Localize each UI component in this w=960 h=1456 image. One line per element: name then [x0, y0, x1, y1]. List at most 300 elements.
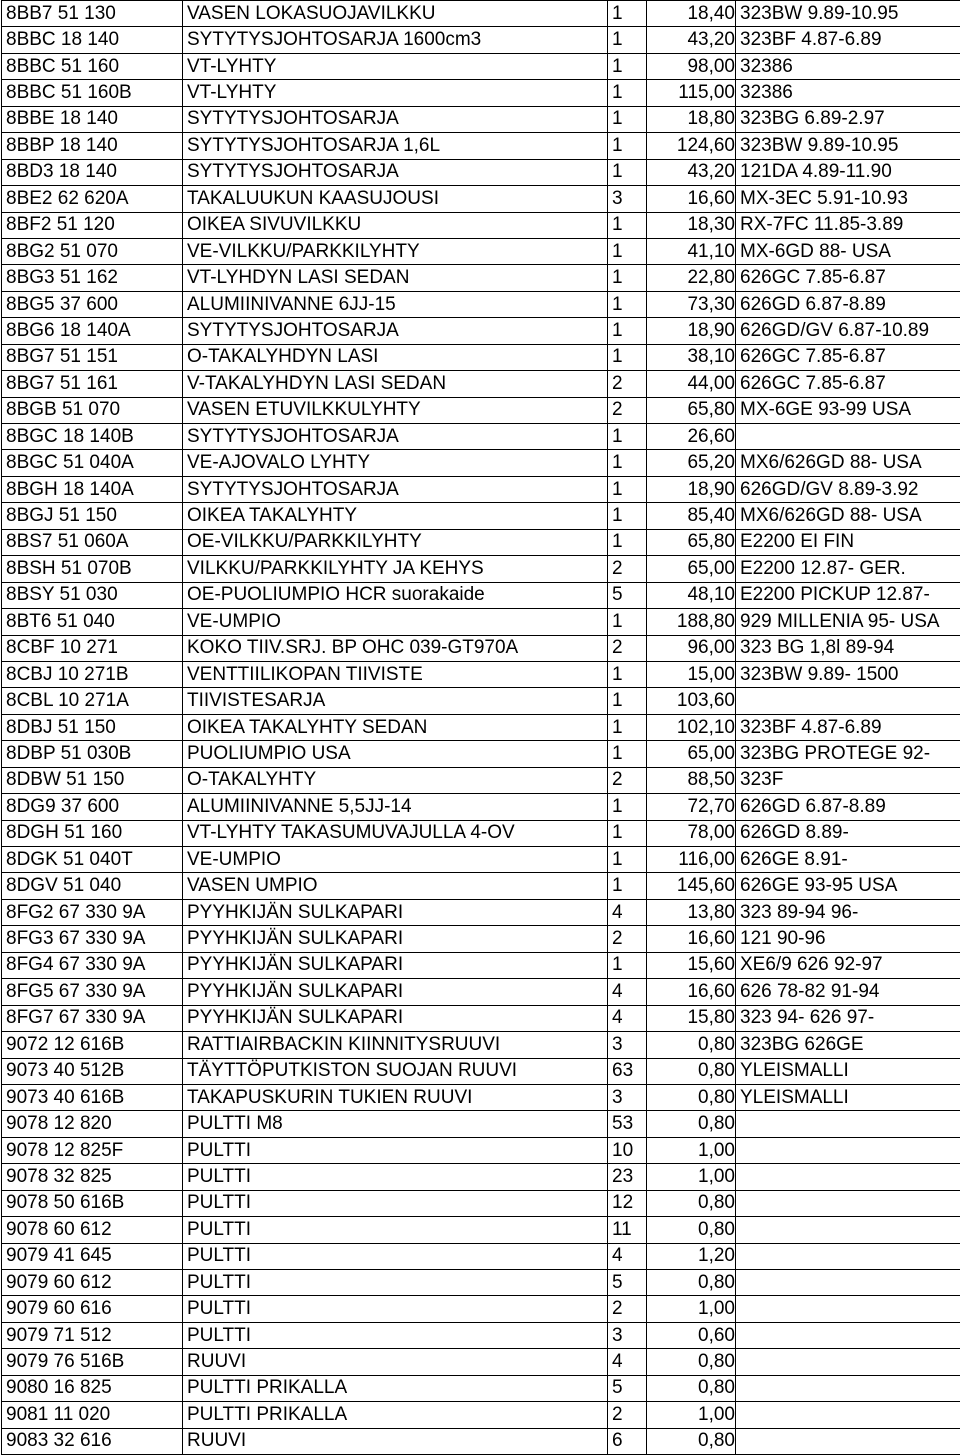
part-code-cell: 9073 40 512B — [2, 1058, 183, 1084]
part-code-cell: 8BG7 51 161 — [2, 371, 183, 397]
part-name-cell: TIIVISTESARJA — [183, 688, 608, 714]
part-code-cell: 9072 12 616B — [2, 1032, 183, 1058]
table-row — [2, 371, 960, 397]
model-cell: 626GD/GV 8.89-3.92 — [736, 476, 960, 502]
quantity-cell: 1 — [608, 291, 647, 317]
table-row — [2, 1111, 960, 1137]
quantity-cell: 2 — [608, 1402, 647, 1428]
price-cell: 0,80 — [647, 1058, 736, 1084]
quantity-cell: 1 — [608, 503, 647, 529]
model-cell — [736, 1375, 960, 1401]
model-cell: E2200 12.87- GER. — [736, 556, 960, 582]
model-cell: 323 BG 1,8l 89-94 — [736, 635, 960, 661]
part-name-cell: OIKEA TAKALYHTY — [183, 503, 608, 529]
part-name-cell: OE-VILKKU/PARKKILYHTY — [183, 529, 608, 555]
model-cell: 323BW 9.89-10.95 — [736, 1, 960, 27]
table-row — [2, 582, 960, 608]
price-cell: 124,60 — [647, 133, 736, 159]
price-cell: 1,00 — [647, 1164, 736, 1190]
model-cell: 626GD/GV 6.87-10.89 — [736, 318, 960, 344]
model-cell — [736, 1164, 960, 1190]
table-row — [2, 159, 960, 185]
price-cell: 26,60 — [647, 424, 736, 450]
model-cell — [736, 1190, 960, 1216]
price-cell: 38,10 — [647, 344, 736, 370]
price-cell: 15,60 — [647, 952, 736, 978]
quantity-cell: 2 — [608, 371, 647, 397]
price-cell: 88,50 — [647, 767, 736, 793]
part-name-cell: SYTYTYSJOHTOSARJA — [183, 106, 608, 132]
model-cell — [736, 1243, 960, 1269]
part-name-cell: PULTTI — [183, 1243, 608, 1269]
price-cell: 18,40 — [647, 1, 736, 27]
table-row — [2, 820, 960, 846]
table-row — [2, 1322, 960, 1348]
price-cell: 48,10 — [647, 582, 736, 608]
quantity-cell: 1 — [608, 529, 647, 555]
quantity-cell: 1 — [608, 1, 647, 27]
part-name-cell: PYYHKIJÄN SULKAPARI — [183, 952, 608, 978]
model-cell — [736, 1111, 960, 1137]
part-code-cell: 9079 76 516B — [2, 1349, 183, 1375]
price-cell: 15,80 — [647, 1005, 736, 1031]
model-cell — [736, 1402, 960, 1428]
price-cell: 98,00 — [647, 53, 736, 79]
price-cell: 16,60 — [647, 926, 736, 952]
part-name-cell: SYTYTYSJOHTOSARJA — [183, 159, 608, 185]
table-row — [2, 688, 960, 714]
part-name-cell: ALUMIINIVANNE 5,5JJ-14 — [183, 794, 608, 820]
quantity-cell: 3 — [608, 1032, 647, 1058]
quantity-cell: 1 — [608, 53, 647, 79]
part-code-cell: 9078 50 616B — [2, 1190, 183, 1216]
part-name-cell: ALUMIINIVANNE 6JJ-15 — [183, 291, 608, 317]
price-cell: 65,80 — [647, 397, 736, 423]
part-code-cell: 9079 71 512 — [2, 1322, 183, 1348]
part-code-cell: 8DBJ 51 150 — [2, 714, 183, 740]
model-cell: 323BF 4.87-6.89 — [736, 714, 960, 740]
quantity-cell: 1 — [608, 159, 647, 185]
quantity-cell: 11 — [608, 1217, 647, 1243]
quantity-cell: 1 — [608, 238, 647, 264]
quantity-cell: 1 — [608, 424, 647, 450]
model-cell: 929 MILLENIA 95- USA — [736, 609, 960, 635]
quantity-cell: 1 — [608, 106, 647, 132]
price-cell: 116,00 — [647, 847, 736, 873]
model-cell: XE6/9 626 92-97 — [736, 952, 960, 978]
part-code-cell: 8BG6 18 140A — [2, 318, 183, 344]
table-row — [2, 1032, 960, 1058]
part-code-cell: 8DGK 51 040T — [2, 847, 183, 873]
quantity-cell: 1 — [608, 265, 647, 291]
table-row — [2, 847, 960, 873]
model-cell: 32386 — [736, 80, 960, 106]
quantity-cell: 53 — [608, 1111, 647, 1137]
model-cell: E2200 PICKUP 12.87- — [736, 582, 960, 608]
part-code-cell: 8BBP 18 140 — [2, 133, 183, 159]
price-cell: 0,80 — [647, 1217, 736, 1243]
quantity-cell: 4 — [608, 1005, 647, 1031]
price-cell: 0,80 — [647, 1032, 736, 1058]
quantity-cell: 1 — [608, 80, 647, 106]
model-cell: MX6/626GD 88- USA — [736, 503, 960, 529]
quantity-cell: 2 — [608, 1296, 647, 1322]
part-code-cell: 8BE2 62 620A — [2, 186, 183, 212]
quantity-cell: 1 — [608, 741, 647, 767]
model-cell: 121DA 4.89-11.90 — [736, 159, 960, 185]
model-cell: MX-6GE 93-99 USA — [736, 397, 960, 423]
part-name-cell: PULTTI — [183, 1270, 608, 1296]
quantity-cell: 2 — [608, 635, 647, 661]
table-row — [2, 1428, 960, 1454]
part-code-cell: 8BGB 51 070 — [2, 397, 183, 423]
table-row — [2, 926, 960, 952]
part-name-cell: V-TAKALYHDYN LASI SEDAN — [183, 371, 608, 397]
quantity-cell: 6 — [608, 1428, 647, 1454]
quantity-cell: 23 — [608, 1164, 647, 1190]
price-cell: 44,00 — [647, 371, 736, 397]
part-code-cell: 9079 41 645 — [2, 1243, 183, 1269]
model-cell: 323BW 9.89-10.95 — [736, 133, 960, 159]
part-name-cell: VASEN LOKASUOJAVILKKU — [183, 1, 608, 27]
price-cell: 22,80 — [647, 265, 736, 291]
price-cell: 0,80 — [647, 1084, 736, 1110]
part-code-cell: 9078 12 820 — [2, 1111, 183, 1137]
part-code-cell: 8BG3 51 162 — [2, 265, 183, 291]
price-cell: 65,20 — [647, 450, 736, 476]
table-row — [2, 609, 960, 635]
part-code-cell: 8DBW 51 150 — [2, 767, 183, 793]
part-code-cell: 8BBC 18 140 — [2, 27, 183, 53]
quantity-cell: 1 — [608, 688, 647, 714]
table-row — [2, 661, 960, 687]
price-cell: 188,80 — [647, 609, 736, 635]
part-code-cell: 8BGJ 51 150 — [2, 503, 183, 529]
part-code-cell: 8BG2 51 070 — [2, 238, 183, 264]
part-name-cell: VT-LYHTY — [183, 53, 608, 79]
part-name-cell: PULTTI — [183, 1190, 608, 1216]
part-name-cell: PYYHKIJÄN SULKAPARI — [183, 1005, 608, 1031]
price-cell: 73,30 — [647, 291, 736, 317]
model-cell — [736, 1137, 960, 1163]
part-name-cell: PYYHKIJÄN SULKAPARI — [183, 899, 608, 925]
price-cell: 0,80 — [647, 1111, 736, 1137]
quantity-cell: 1 — [608, 794, 647, 820]
part-code-cell: 8FG3 67 330 9A — [2, 926, 183, 952]
parts-table-body — [2, 1, 960, 1455]
quantity-cell: 1 — [608, 820, 647, 846]
model-cell — [736, 1349, 960, 1375]
part-name-cell: SYTYTYSJOHTOSARJA — [183, 318, 608, 344]
quantity-cell: 2 — [608, 926, 647, 952]
part-code-cell: 8BF2 51 120 — [2, 212, 183, 238]
part-name-cell: PULTTI — [183, 1164, 608, 1190]
model-cell: 323BF 4.87-6.89 — [736, 27, 960, 53]
part-code-cell: 8BBE 18 140 — [2, 106, 183, 132]
price-cell: 18,80 — [647, 106, 736, 132]
table-row — [2, 1375, 960, 1401]
part-name-cell: PULTTI PRIKALLA — [183, 1375, 608, 1401]
part-name-cell: OE-PUOLIUMPIO HCR suorakaide — [183, 582, 608, 608]
part-name-cell: VENTTIILIKOPAN TIIVISTE — [183, 661, 608, 687]
part-name-cell: PULTTI — [183, 1217, 608, 1243]
price-cell: 0,80 — [647, 1270, 736, 1296]
part-code-cell: 9073 40 616B — [2, 1084, 183, 1110]
quantity-cell: 1 — [608, 609, 647, 635]
part-name-cell: TÄYTTÖPUTKISTON SUOJAN RUUVI — [183, 1058, 608, 1084]
price-cell: 13,80 — [647, 899, 736, 925]
part-code-cell: 8BG5 37 600 — [2, 291, 183, 317]
price-cell: 78,00 — [647, 820, 736, 846]
table-row — [2, 1058, 960, 1084]
table-row — [2, 133, 960, 159]
quantity-cell: 2 — [608, 397, 647, 423]
model-cell: 626 78-82 91-94 — [736, 979, 960, 1005]
table-row — [2, 186, 960, 212]
table-row — [2, 1243, 960, 1269]
part-name-cell: VILKKU/PARKKILYHTY JA KEHYS — [183, 556, 608, 582]
table-row — [2, 1137, 960, 1163]
model-cell: 121 90-96 — [736, 926, 960, 952]
table-row — [2, 238, 960, 264]
part-code-cell: 8DBP 51 030B — [2, 741, 183, 767]
part-name-cell: RATTIAIRBACKIN KIINNITYSRUUVI — [183, 1032, 608, 1058]
quantity-cell: 1 — [608, 212, 647, 238]
part-name-cell: SYTYTYSJOHTOSARJA — [183, 424, 608, 450]
part-code-cell: 8DGV 51 040 — [2, 873, 183, 899]
price-cell: 85,40 — [647, 503, 736, 529]
part-name-cell: PULTTI — [183, 1137, 608, 1163]
part-name-cell: VT-LYHDYN LASI SEDAN — [183, 265, 608, 291]
part-code-cell: 8DG9 37 600 — [2, 794, 183, 820]
table-row — [2, 1349, 960, 1375]
part-code-cell: 8BGC 18 140B — [2, 424, 183, 450]
quantity-cell: 1 — [608, 847, 647, 873]
part-name-cell: VASEN ETUVILKKULYHTY — [183, 397, 608, 423]
quantity-cell: 1 — [608, 318, 647, 344]
part-name-cell: PULTTI — [183, 1296, 608, 1322]
part-code-cell: 8CBL 10 271A — [2, 688, 183, 714]
price-cell: 43,20 — [647, 27, 736, 53]
model-cell — [736, 1322, 960, 1348]
part-name-cell: PUOLIUMPIO USA — [183, 741, 608, 767]
part-code-cell: 8BD3 18 140 — [2, 159, 183, 185]
quantity-cell: 4 — [608, 1243, 647, 1269]
model-cell: 323BG 6.89-2.97 — [736, 106, 960, 132]
table-row — [2, 265, 960, 291]
model-cell: 626GD 6.87-8.89 — [736, 794, 960, 820]
price-cell: 0,80 — [647, 1428, 736, 1454]
price-cell: 1,20 — [647, 1243, 736, 1269]
quantity-cell: 1 — [608, 952, 647, 978]
table-row — [2, 952, 960, 978]
model-cell: YLEISMALLI — [736, 1058, 960, 1084]
table-row — [2, 767, 960, 793]
part-code-cell: 8FG7 67 330 9A — [2, 1005, 183, 1031]
table-row — [2, 476, 960, 502]
table-row — [2, 1296, 960, 1322]
quantity-cell: 5 — [608, 1375, 647, 1401]
price-cell: 72,70 — [647, 794, 736, 820]
part-name-cell: O-TAKALYHTY — [183, 767, 608, 793]
model-cell: RX-7FC 11.85-3.89 — [736, 212, 960, 238]
table-row — [2, 212, 960, 238]
model-cell: MX-3EC 5.91-10.93 — [736, 186, 960, 212]
model-cell: 323BW 9.89- 1500 — [736, 661, 960, 687]
model-cell: 323 94- 626 97- — [736, 1005, 960, 1031]
table-row — [2, 556, 960, 582]
quantity-cell: 63 — [608, 1058, 647, 1084]
table-row — [2, 291, 960, 317]
part-name-cell: VT-LYHTY — [183, 80, 608, 106]
quantity-cell: 1 — [608, 714, 647, 740]
quantity-cell: 5 — [608, 1270, 647, 1296]
part-name-cell: KOKO TIIV.SRJ. BP OHC 039-GT970A — [183, 635, 608, 661]
table-row — [2, 27, 960, 53]
table-row — [2, 397, 960, 423]
price-cell: 103,60 — [647, 688, 736, 714]
part-code-cell: 8BSY 51 030 — [2, 582, 183, 608]
part-name-cell: TAKAPUSKURIN TUKIEN RUUVI — [183, 1084, 608, 1110]
model-cell — [736, 1270, 960, 1296]
part-code-cell: 8DGH 51 160 — [2, 820, 183, 846]
part-code-cell: 8CBJ 10 271B — [2, 661, 183, 687]
table-row — [2, 714, 960, 740]
part-code-cell: 8FG4 67 330 9A — [2, 952, 183, 978]
quantity-cell: 1 — [608, 873, 647, 899]
quantity-cell: 1 — [608, 476, 647, 502]
part-name-cell: VASEN UMPIO — [183, 873, 608, 899]
quantity-cell: 1 — [608, 661, 647, 687]
price-cell: 1,00 — [647, 1402, 736, 1428]
part-name-cell: TAKALUUKUN KAASUJOUSI — [183, 186, 608, 212]
table-row — [2, 53, 960, 79]
price-cell: 43,20 — [647, 159, 736, 185]
price-cell: 96,00 — [647, 635, 736, 661]
price-cell: 65,80 — [647, 529, 736, 555]
quantity-cell: 1 — [608, 344, 647, 370]
part-code-cell: 9081 11 020 — [2, 1402, 183, 1428]
part-name-cell: VE-UMPIO — [183, 609, 608, 635]
table-row — [2, 80, 960, 106]
part-name-cell: OIKEA TAKALYHTY SEDAN — [183, 714, 608, 740]
part-name-cell: PULTTI — [183, 1322, 608, 1348]
quantity-cell: 3 — [608, 1084, 647, 1110]
price-cell: 18,90 — [647, 476, 736, 502]
table-row — [2, 424, 960, 450]
table-row — [2, 1402, 960, 1428]
model-cell — [736, 1296, 960, 1322]
quantity-cell: 12 — [608, 1190, 647, 1216]
quantity-cell: 2 — [608, 767, 647, 793]
quantity-cell: 1 — [608, 450, 647, 476]
table-row — [2, 1, 960, 27]
model-cell: 323F — [736, 767, 960, 793]
part-name-cell: VE-UMPIO — [183, 847, 608, 873]
part-name-cell: SYTYTYSJOHTOSARJA — [183, 476, 608, 502]
part-code-cell: 8BGH 18 140A — [2, 476, 183, 502]
price-cell: 41,10 — [647, 238, 736, 264]
table-row — [2, 529, 960, 555]
price-cell: 16,60 — [647, 186, 736, 212]
price-cell: 15,00 — [647, 661, 736, 687]
part-code-cell: 8BBC 51 160B — [2, 80, 183, 106]
part-code-cell: 9078 60 612 — [2, 1217, 183, 1243]
part-name-cell: VE-AJOVALO LYHTY — [183, 450, 608, 476]
part-name-cell: SYTYTYSJOHTOSARJA 1,6L — [183, 133, 608, 159]
model-cell: 32386 — [736, 53, 960, 79]
model-cell: MX6/626GD 88- USA — [736, 450, 960, 476]
model-cell: 323BG 626GE — [736, 1032, 960, 1058]
part-name-cell: PULTTI M8 — [183, 1111, 608, 1137]
part-code-cell: 9079 60 612 — [2, 1270, 183, 1296]
table-row — [2, 106, 960, 132]
part-name-cell: SYTYTYSJOHTOSARJA 1600cm3 — [183, 27, 608, 53]
part-name-cell: VE-VILKKU/PARKKILYHTY — [183, 238, 608, 264]
quantity-cell: 4 — [608, 1349, 647, 1375]
part-code-cell: 8BT6 51 040 — [2, 609, 183, 635]
parts-table — [1, 0, 960, 1455]
part-code-cell: 9078 12 825F — [2, 1137, 183, 1163]
table-row — [2, 318, 960, 344]
price-cell: 1,00 — [647, 1296, 736, 1322]
model-cell — [736, 1428, 960, 1454]
price-cell: 65,00 — [647, 556, 736, 582]
part-code-cell: 8CBF 10 271 — [2, 635, 183, 661]
price-cell: 18,30 — [647, 212, 736, 238]
price-cell: 18,90 — [647, 318, 736, 344]
table-row — [2, 1005, 960, 1031]
part-code-cell: 8FG5 67 330 9A — [2, 979, 183, 1005]
part-code-cell: 8BB7 51 130 — [2, 1, 183, 27]
part-code-cell: 8BGC 51 040A — [2, 450, 183, 476]
quantity-cell: 1 — [608, 27, 647, 53]
part-code-cell: 8BSH 51 070B — [2, 556, 183, 582]
model-cell — [736, 688, 960, 714]
table-row — [2, 635, 960, 661]
model-cell — [736, 424, 960, 450]
quantity-cell: 3 — [608, 186, 647, 212]
model-cell: 626GC 7.85-6.87 — [736, 371, 960, 397]
part-code-cell: 9078 32 825 — [2, 1164, 183, 1190]
part-name-cell: RUUVI — [183, 1428, 608, 1454]
table-row — [2, 503, 960, 529]
quantity-cell: 4 — [608, 899, 647, 925]
table-row — [2, 1217, 960, 1243]
price-cell: 0,60 — [647, 1322, 736, 1348]
model-cell: 323 89-94 96- — [736, 899, 960, 925]
part-name-cell: VT-LYHTY TAKASUMUVAJULLA 4-OV — [183, 820, 608, 846]
quantity-cell: 10 — [608, 1137, 647, 1163]
model-cell — [736, 1217, 960, 1243]
model-cell: 626GE 8.91- — [736, 847, 960, 873]
price-cell: 16,60 — [647, 979, 736, 1005]
model-cell: E2200 EI FIN — [736, 529, 960, 555]
part-name-cell: O-TAKALYHDYN LASI — [183, 344, 608, 370]
table-row — [2, 1164, 960, 1190]
table-row — [2, 1190, 960, 1216]
quantity-cell: 1 — [608, 133, 647, 159]
part-code-cell: 8BG7 51 151 — [2, 344, 183, 370]
model-cell: 626GC 7.85-6.87 — [736, 265, 960, 291]
model-cell: 626GD 6.87-8.89 — [736, 291, 960, 317]
part-code-cell: 9080 16 825 — [2, 1375, 183, 1401]
part-code-cell: 8FG2 67 330 9A — [2, 899, 183, 925]
table-row — [2, 1084, 960, 1110]
table-row — [2, 979, 960, 1005]
model-cell: 323BG PROTEGE 92- — [736, 741, 960, 767]
quantity-cell: 4 — [608, 979, 647, 1005]
